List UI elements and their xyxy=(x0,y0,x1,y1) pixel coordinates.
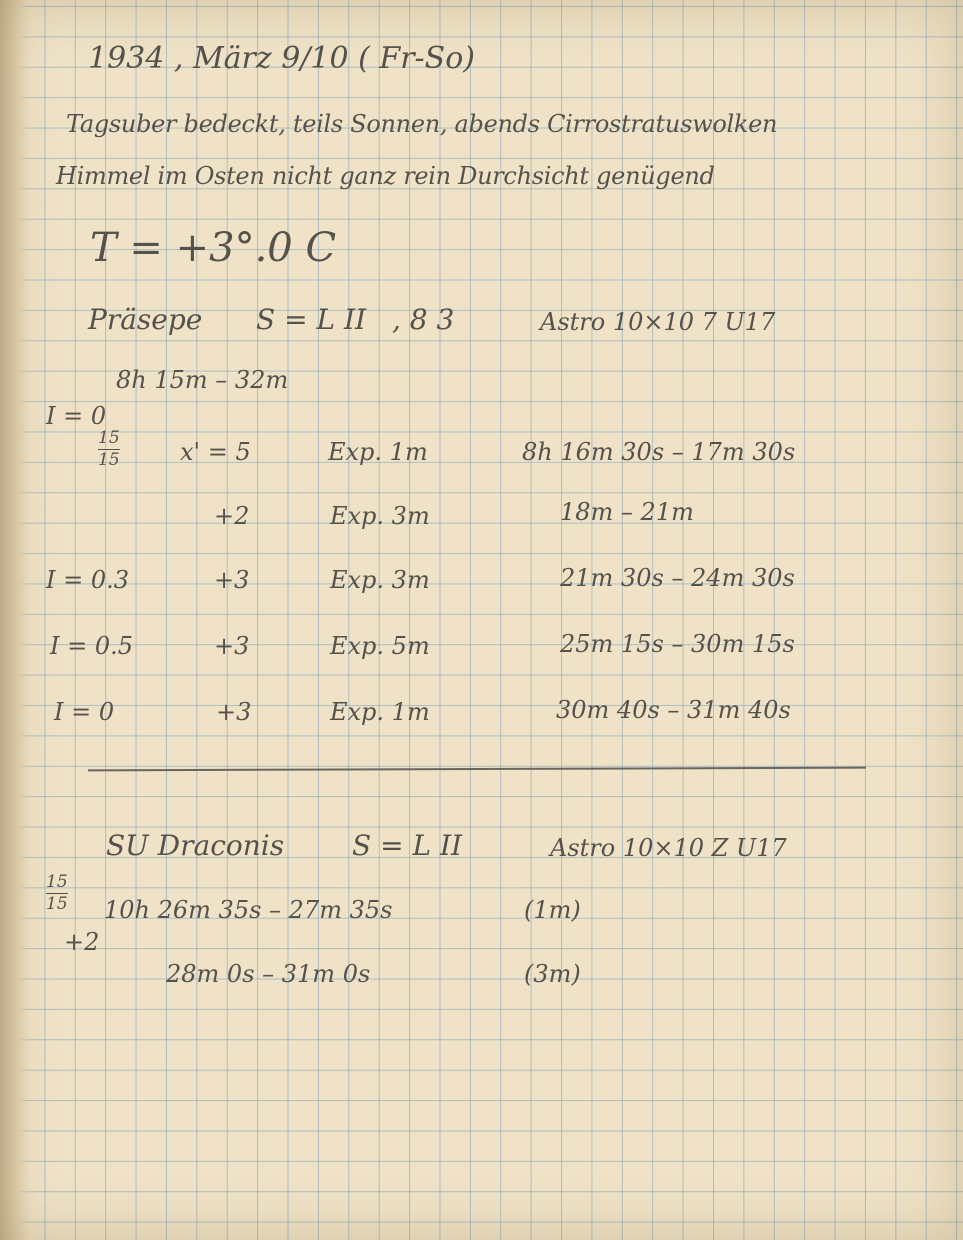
su-draconis-fraction xyxy=(46,874,68,913)
row-time: 18m – 21m xyxy=(560,498,694,526)
su-draconis-filter: S = L II xyxy=(352,829,463,862)
su-draconis-row-time: 10h 26m 35s – 27m 35s xyxy=(104,896,393,924)
praesepe-fraction xyxy=(98,430,120,469)
praesepe-title: Präsepe xyxy=(88,303,203,336)
row-exposure: Exp. 5m xyxy=(330,632,430,660)
praesepe-plates: Astro 10×10 7 U17 xyxy=(540,308,776,336)
su-draconis-plates: Astro 10×10 Z U17 xyxy=(550,834,787,862)
row-i-value: I = 0.5 xyxy=(50,632,134,660)
row-exposure: Exp. 3m xyxy=(330,502,430,530)
su-draconis-row-exposure: (3m) xyxy=(524,960,581,988)
fraction-numerator: 15 xyxy=(46,872,68,892)
row-exposure: Exp. 1m xyxy=(328,438,428,466)
su-draconis-row-exposure: (1m) xyxy=(524,896,581,924)
su-draconis-title: SU Draconis xyxy=(106,829,285,862)
praesepe-filter: S = L II xyxy=(256,303,367,336)
row-x-value: +2 xyxy=(214,502,250,530)
row-x-value: +3 xyxy=(216,698,252,726)
fraction-denominator: 15 xyxy=(46,894,68,914)
row-x-value: x' = 5 xyxy=(180,438,251,466)
su-draconis-offset: +2 xyxy=(64,928,100,956)
fraction-denominator: 15 xyxy=(98,450,120,470)
page-binding-edge xyxy=(0,0,30,1240)
row-exposure: Exp. 3m xyxy=(330,566,430,594)
temperature-line: T = +3°.0 C xyxy=(90,225,337,271)
weather-line-1: Tagsuber bedeckt, teils Sonnen, abends Cirrostratuswolken xyxy=(66,110,778,138)
praesepe-number: , 8 3 xyxy=(392,303,455,336)
row-i-value: I = 0 xyxy=(46,402,107,430)
praesepe-time-range: 8h 15m – 32m xyxy=(116,366,289,394)
row-i-value: I = 0 xyxy=(54,698,115,726)
row-time: 21m 30s – 24m 30s xyxy=(560,564,795,592)
row-time: 8h 16m 30s – 17m 30s xyxy=(522,438,796,466)
row-i-value: I = 0.3 xyxy=(46,566,130,594)
su-draconis-row-time: 28m 0s – 31m 0s xyxy=(166,960,371,988)
fraction-numerator: 15 xyxy=(98,428,120,448)
weather-line-2: Himmel im Osten nicht ganz rein Durchsicht genügend xyxy=(56,162,715,190)
section-divider xyxy=(88,767,866,772)
row-time: 25m 15s – 30m 15s xyxy=(560,630,795,658)
row-x-value: +3 xyxy=(214,632,250,660)
date-line: 1934 , März 9/10 ( Fr-So) xyxy=(88,41,475,76)
row-x-value: +3 xyxy=(214,566,250,594)
row-time: 30m 40s – 31m 40s xyxy=(556,696,791,724)
row-exposure: Exp. 1m xyxy=(330,698,430,726)
